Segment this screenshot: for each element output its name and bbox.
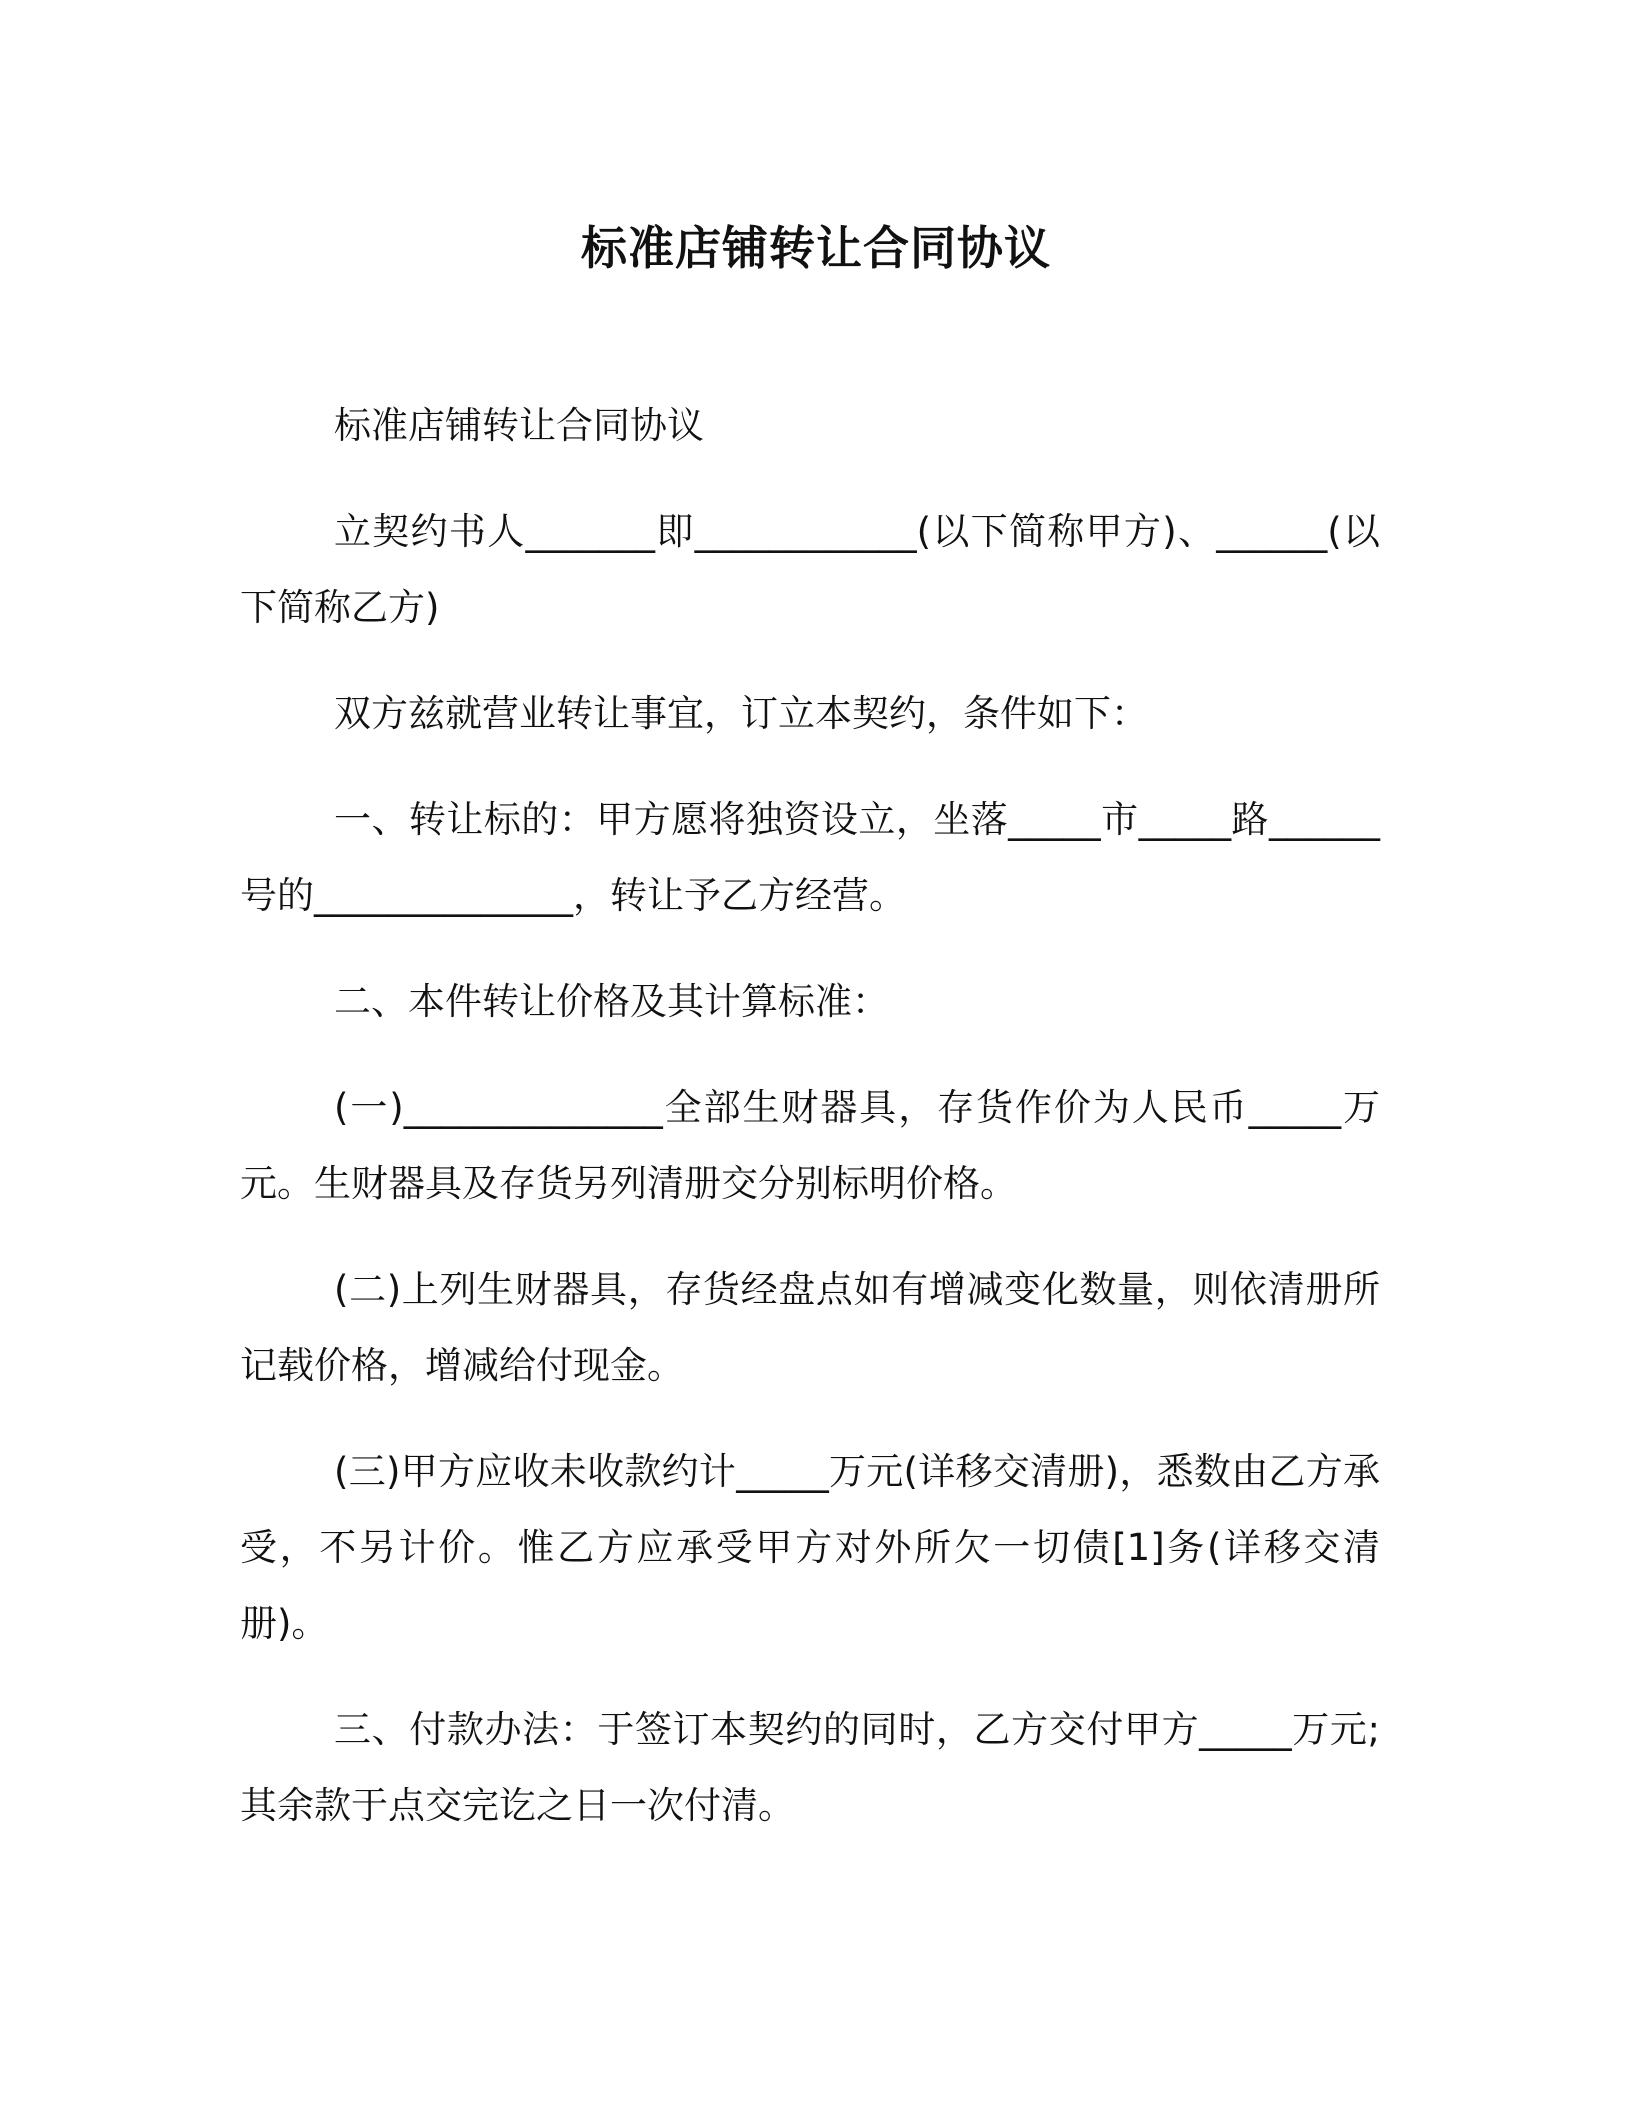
paragraph-clause-2-3: (三)甲方应收未收款约计_____万元(详移交清册)，悉数由乙方承受，不另计价。惟乙方应承受甲方对外所欠一切债[1]务(详移交清册)。 xyxy=(240,1450,1380,1645)
paragraph-clause-2-1: (一)______________全部生财器具，存货作价为人民币_____万元。生财器具及存货另列清册交分别标明价格。 xyxy=(240,1086,1380,1205)
paragraph-preamble: 双方兹就营业转让事宜，订立本契约，条件如下： xyxy=(334,692,1148,735)
document-title: 标准店铺转让合同协议 xyxy=(581,221,1051,275)
document-body xyxy=(240,388,1380,1874)
paragraph-clause-3: 三、付款办法：于签订本契约的同时，乙方交付甲方_____万元;其余款于点交完讫之日一次付清。 xyxy=(240,1708,1380,1827)
paragraph-clause-2: 二、本件转让价格及其计算标准： xyxy=(334,980,889,1023)
paragraph-subtitle: 标准店铺转让合同协议 xyxy=(334,404,704,447)
paragraph-parties: 立契约书人_______即____________(以下简称甲方)、______(以下简称乙方) xyxy=(240,510,1380,629)
paragraph-clause-2-2: (二)上列生财器具，存货经盘点如有增减变化数量，则依清册所记载价格，增减给付现金。 xyxy=(240,1268,1380,1387)
paragraph-clause-1: 一、转让标的：甲方愿将独资设立，坐落_____市_____路______号的______________，转让予乙方经营。 xyxy=(240,798,1380,917)
